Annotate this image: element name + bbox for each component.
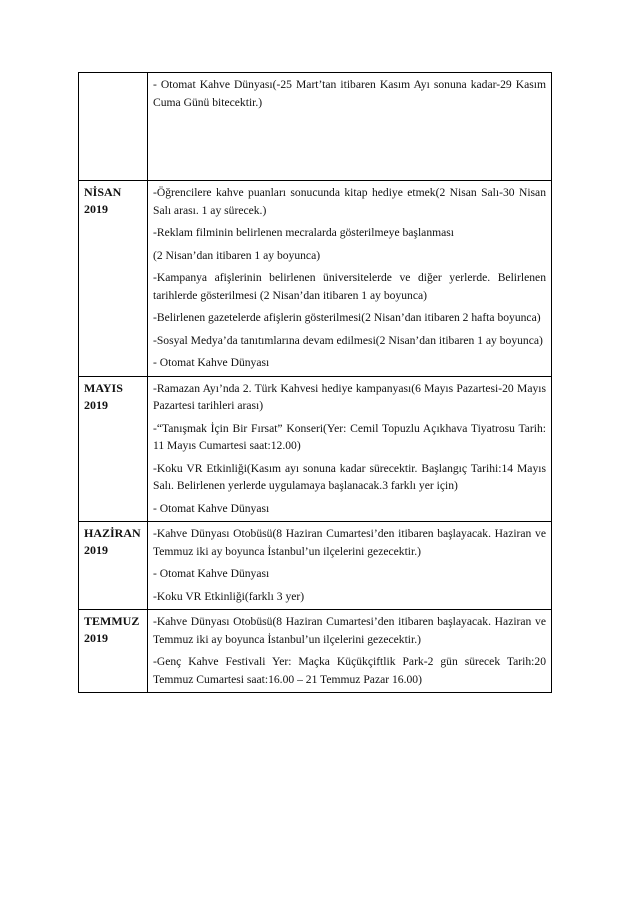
table-row [79, 181, 552, 377]
activity-item: - Otomat Kahve Dünyası [153, 356, 270, 369]
table-row [79, 610, 552, 693]
activity-item: -Reklam filminin belirlenen mecralarda gösterilmeye başlanması [153, 226, 455, 239]
activity-item: -Kahve Dünyası Otobüsü(8 Haziran Cumartesi’den itibaren başlayacak. Haziran ve Temmuz iki ay boyunca İstanbul’un ilçelerini gezecektir.) [153, 527, 546, 558]
activity-item: -Genç Kahve Festivali Yer: Maçka Küçükçiftlik Park-2 gün sürecek Tarih:20 Temmuz Cumartesi saat:16.00 – 21 Temmuz Pazar 16.00) [153, 655, 546, 686]
month-name: NİSAN [84, 185, 122, 199]
month-year: 2019 [84, 202, 108, 216]
activity-item: -Belirlenen gazetelerde afişlerin gösterilmesi(2 Nisan’dan itibaren 2 hafta boyunca) [153, 311, 541, 324]
month-cell [79, 181, 148, 377]
month-name: HAZİRAN [84, 526, 141, 540]
activities-cell [148, 73, 552, 181]
activity-item: (2 Nisan’dan itibaren 1 ay boyunca) [153, 248, 321, 262]
month-name: TEMMUZ [84, 614, 140, 628]
activities-cell [148, 376, 552, 522]
activity-item: - Otomat Kahve Dünyası [153, 567, 270, 580]
activities-cell [148, 522, 552, 610]
activity-item: -Öğrencilere kahve puanları sonucunda kitap hediye etmek(2 Nisan Salı-30 Nisan Salı arası. 1 ay sürecek.) [153, 186, 546, 217]
activity-item: -Kampanya afişlerinin belirlenen üniversitelerde ve diğer yerlerde. Belirlenen tarihlerde gösterilmesi (2 Nisan’dan itibaren 1 ay boyunca) [153, 271, 546, 302]
activity-item: -“Tanışmak İçin Bir Fırsat” Konseri(Yer: Cemil Topuzlu Açıkhava Tiyatrosu Tarih: 11 Mayıs Cumartesi saat:12.00) [153, 421, 546, 452]
month-cell [79, 610, 148, 693]
table-row [79, 522, 552, 610]
activity-item: -Koku VR Etkinliği(farklı 3 yer) [153, 589, 305, 603]
month-year: 2019 [84, 631, 108, 645]
table-row [79, 376, 552, 522]
month-name: MAYIS [84, 380, 123, 395]
activity-item: -Ramazan Ayı’nda 2. Türk Kahvesi hediye kampanyası(6 Mayıs Pazartesi-20 Mayıs Pazartesi tarihleri arası) [153, 381, 546, 412]
activity-item: -Kahve Dünyası Otobüsü(8 Haziran Cumartesi’den itibaren başlayacak. Haziran ve Temmuz iki ay boyunca İstanbul’un ilçelerini gezecektir.) [153, 615, 546, 646]
month-cell [79, 73, 148, 181]
activities-cell [148, 610, 552, 693]
month-cell [79, 376, 148, 522]
month-cell [79, 522, 148, 610]
month-year: 2019 [84, 543, 108, 557]
activity-item: - Otomat Kahve Dünyası(-25 Mart’tan itibaren Kasım Ayı sonuna kadar-29 Kasım Cuma Günü bitecektir.) [153, 78, 546, 109]
table-row [79, 73, 552, 181]
month-year: 2019 [84, 397, 108, 412]
activities-cell [148, 181, 552, 377]
activity-item: -Koku VR Etkinliği(Kasım ayı sonuna kadar sürecektir. Başlangıç Tarihi:14 Mayıs Salı. Belirlenen yerlerde uygulamaya başlanacak.3 farklı yer için) [153, 461, 546, 492]
schedule-table [78, 72, 552, 693]
activity-item: -Sosyal Medya’da tanıtımlarına devam edilmesi(2 Nisan’dan itibaren 1 ay boyunca) [153, 333, 543, 347]
activity-item: - Otomat Kahve Dünyası [153, 501, 270, 515]
